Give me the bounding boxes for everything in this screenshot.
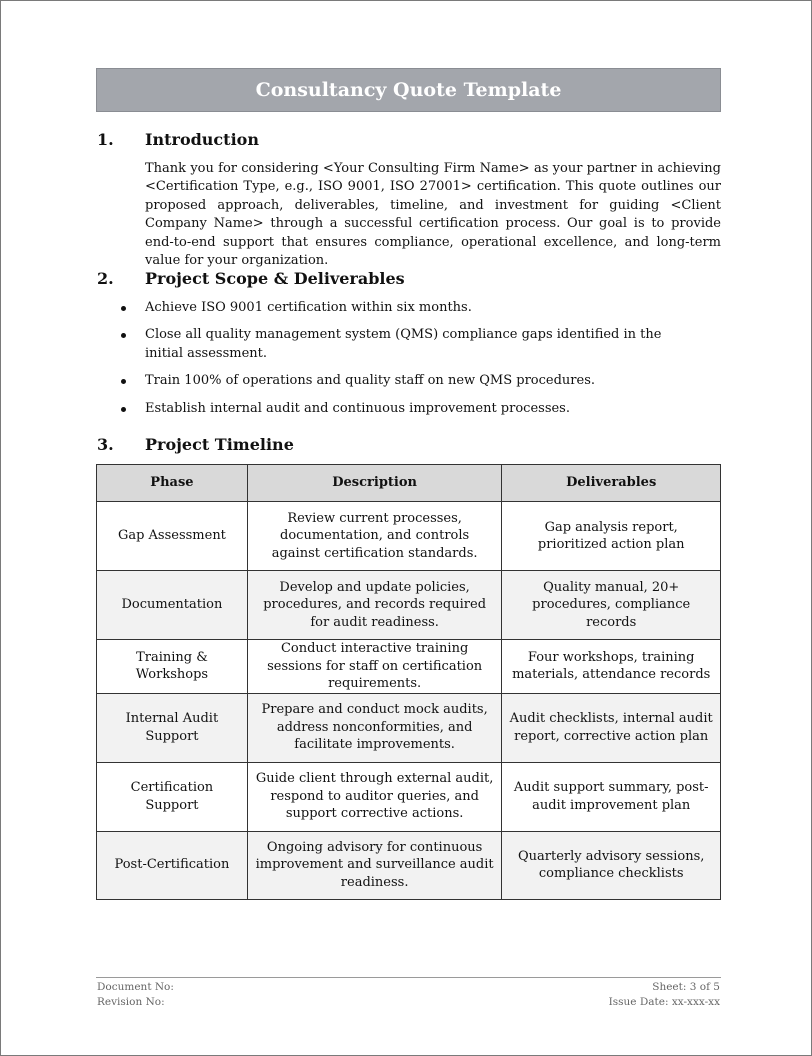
table-header-row [97,465,721,502]
section-heading-timeline [97,435,294,454]
document-number-label: Document No: [97,981,174,993]
list-item-text: Establish internal audit and continuous improvement processes. [145,400,570,416]
sheet-number: Sheet: 3 of 5 [652,981,720,993]
description-cell: Conduct interactive training sessions for staff on certification requirements. [247,640,502,694]
section-title: Project Scope & Deliverables [145,269,405,288]
phase-cell: Gap Assessment [97,502,248,571]
bullet-icon [121,379,126,384]
column-header-phase: Phase [97,465,248,502]
bullet-icon [121,407,126,412]
list-item [97,299,673,317]
table-row [97,693,721,762]
deliverables-cell: Four workshops, training materials, attendance records [502,640,721,694]
phase-cell: Documentation [97,571,248,640]
introduction-paragraph: Thank you for considering <Your Consulting Firm Name> as your partner in achieving <Certification Type, e.g., ISO 9001, ISO 27001> certification. This quote outlines our proposed approach, deliverables, timeline, and investment for guiding <Client Company Name> through a successful certification process. Our goal is to provide end-to-end support that ensures compliance, operational excellence, and long-term value for your organization. [145,161,721,269]
section-heading-introduction [97,130,259,149]
deliverables-cell: Audit checklists, internal audit report, corrective action plan [502,693,721,762]
deliverables-cell: Gap analysis report, prioritized action plan [502,502,721,571]
phase-cell: Certification Support [97,762,248,831]
description-cell: Guide client through external audit, respond to auditor queries, and support corrective actions. [247,762,502,831]
phase-cell: Internal Audit Support [97,693,248,762]
revision-number-label: Revision No: [97,996,165,1008]
table-row [97,571,721,640]
bullet-icon [121,333,126,338]
scope-bullet-list [97,299,673,427]
table-row [97,831,721,899]
deliverables-cell: Quarterly advisory sessions, compliance checklists [502,831,721,899]
list-item-text: Achieve ISO 9001 certification within six months. [145,300,472,315]
list-item-text: Close all quality management system (QMS) compliance gaps identified in the initial assessment. [145,327,662,361]
section-heading-scope [97,269,405,288]
document-title: Consultancy Quote Template [96,68,721,112]
column-header-description: Description [247,465,502,502]
deliverables-cell: Audit support summary, post-audit improvement plan [502,762,721,831]
footer-right [609,980,720,1010]
issue-date: Issue Date: xx-xxx-xx [608,996,720,1008]
description-cell: Review current processes, documentation, and controls against certification standards. [247,502,502,571]
deliverables-cell: Quality manual, 20+ procedures, compliance records [502,571,721,640]
section-title: Introduction [145,130,259,149]
bullet-icon [121,306,126,311]
description-cell: Ongoing advisory for continuous improvement and surveillance audit readiness. [247,831,502,899]
table-row [97,502,721,571]
section-number: 1. [97,130,114,149]
list-item [97,400,673,418]
list-item [97,372,673,390]
phase-cell: Training & Workshops [97,640,248,694]
column-header-deliverables: Deliverables [502,465,721,502]
section-number: 2. [97,269,114,288]
section-number: 3. [97,435,114,454]
description-cell: Prepare and conduct mock audits, address nonconformities, and facilitate improvements. [247,693,502,762]
list-item-text: Train 100% of operations and quality staff on new QMS procedures. [145,373,596,389]
section-title: Project Timeline [145,435,294,454]
table-row [97,762,721,831]
phase-cell: Post-Certification [97,831,248,899]
table-row [97,640,721,694]
description-cell: Develop and update policies, procedures, and records required for audit readiness. [247,571,502,640]
list-item [97,326,673,363]
footer-divider [96,977,721,978]
footer-left [97,980,174,1010]
timeline-table [96,464,721,900]
